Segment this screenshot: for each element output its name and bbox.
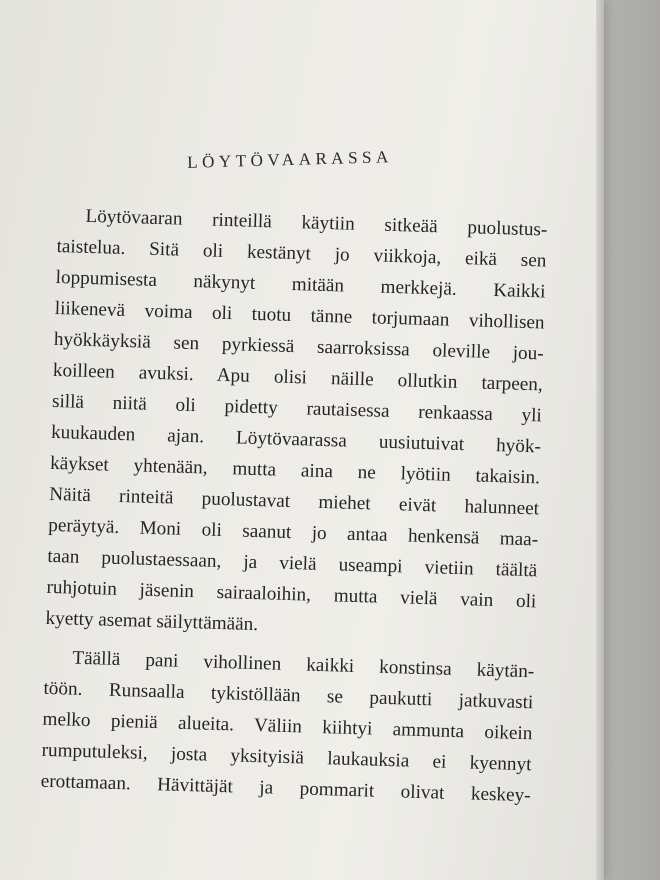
text-line: hyökkäyksiä sen pyrkiessä saarroksissa oleville jou-	[53, 328, 544, 365]
text-line: liikenevä voima oli tuotu tänne torjumaan vihollisen	[54, 297, 545, 334]
text-line: ruhjotuin jäsenin sairaaloihin, mutta vielä vain oli	[46, 576, 537, 613]
text-line: taan puolustaessaan, ja vielä useampi vietiin täältä	[47, 545, 538, 582]
text-line: kyetty asemat säilyttämään.	[45, 607, 259, 636]
text-line: melko pieniä alueita. Väliin kiihtyi ammunta oikein	[42, 708, 533, 745]
paragraph-1	[45, 200, 548, 648]
text-line: Löytövaaran rinteillä käytiin sitkeää puolustus-	[85, 205, 548, 241]
text-line: Täällä pani vihollinen kaikki konstinsa käytän-	[72, 647, 535, 683]
body-text	[40, 200, 547, 811]
paragraph-2	[40, 642, 534, 811]
text-line: taistelua. Sitä oli kestänyt jo viikkoja, eikä sen	[56, 235, 547, 272]
text-line: Näitä rinteitä puolustavat miehet eivät halunneet	[48, 483, 540, 520]
text-line: loppumisesta näkynyt mitään merkkejä. Kaikki	[55, 266, 546, 303]
text-line: erottamaan. Hävittäjät ja pommarit olivat keskey-	[40, 770, 531, 807]
text-line: peräytyä. Moni oli saanut jo antaa henkensä maa-	[48, 514, 539, 551]
page-edge	[596, 0, 604, 880]
chapter-title: LÖYTÖVAARASSA	[186, 147, 393, 172]
text-line: töön. Runsaalla tykistöllään se paukutti jatkuvasti	[43, 677, 534, 714]
text-line: rumputuleksi, josta yksityisiä laukauksia ei kyennyt	[41, 739, 532, 776]
text-line: sillä niitä oli pidetty rautaisessa renkaassa yli	[51, 390, 543, 427]
text-line: kuukauden ajan. Löytövaarassa uusiutuivat hyök-	[50, 421, 542, 458]
text-line: koilleen avuksi. Apu olisi näille ollutkin tarpeen,	[52, 359, 544, 396]
text-line: käykset yhtenään, mutta aina ne lyötiin takaisin.	[49, 452, 541, 489]
